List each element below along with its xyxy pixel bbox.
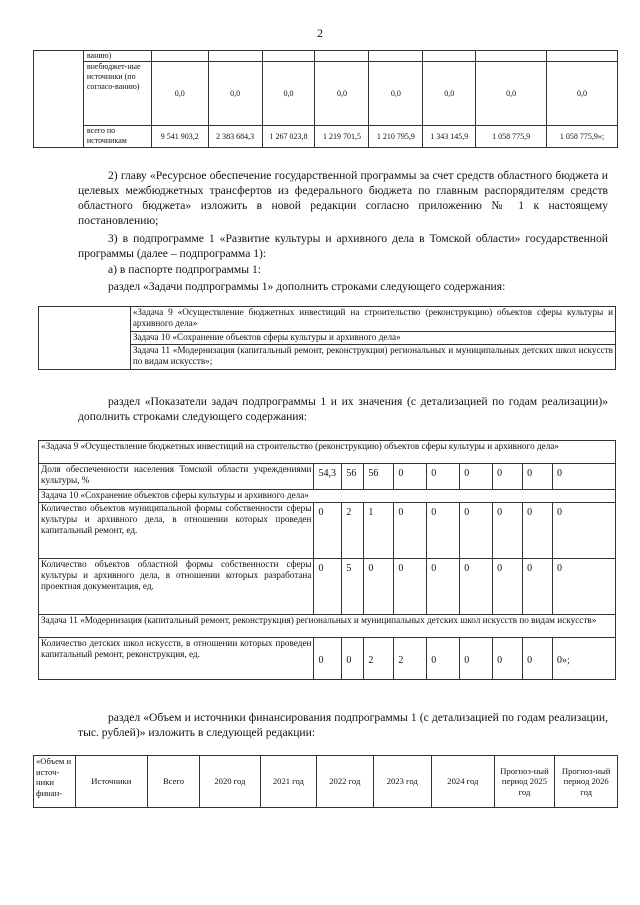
indicator-value: 0 [427,503,460,559]
task-9: «Задача 9 «Осуществление бюджетных инвестиций на строительство (реконструкцию) объектов сферы культуры и архивного дела» [130,307,615,332]
indicator-value: 5 [342,559,364,615]
indicator-label: Количество объектов муниципальной формы собственности сферы культуры и архивного дела, в отношении которых проведен капитальный ремонт, ед. [39,503,314,559]
tasks-table [38,306,616,370]
paragraph-finance-section: раздел «Объем и источники финансирования подпрограммы 1 (с детализацией по годам реализации, тыс. рублей)» изложить в следующей редакции: [78,711,608,739]
indicator-value: 0 [364,559,394,615]
indicator-value: 0 [460,503,493,559]
task-11: Задача 11 «Модернизация (капитальный ремонт, реконструкция) региональных и муниципальных детских школ искусств по видам искусств»; [130,345,615,370]
row-label: всего по источникам [83,126,151,148]
merged-cell [39,307,131,370]
value-cell: 9 541 903,2 [151,126,208,148]
task-9-header: «Задача 9 «Осуществление бюджетных инвестиций на строительство (реконструкцию) объектов сферы культуры и архивного дела» [39,441,616,464]
finance-header-cell: 2022 год [317,756,373,808]
indicator-value: 0 [460,464,493,490]
indicator-value: 0 [493,559,523,615]
value-cell: 1 058 775,9»; [547,126,618,148]
indicator-label: Количество объектов областной формы собственности сферы культуры и архивного дела, в отношении которых разработана проектная документация, ед. [39,559,314,615]
paragraph-indicators-section: раздел «Показатели задач подпрограммы 1 и их значения (с детализацией по годам реализации)» дополнить строками следующего содержания: [78,395,608,423]
page-number: 2 [317,26,323,40]
indicator-value: 1 [364,503,394,559]
value-cell: 0,0 [423,62,476,126]
indicator-value: 0 [427,638,460,680]
finance-header-cell: 2020 год [200,756,261,808]
finance-header-cell: Прогноз-ный период 2025 год [494,756,555,808]
value-cell: 0,0 [315,62,369,126]
indicator-value: 0 [493,503,523,559]
merged-cell [34,51,84,148]
indicator-value: 0 [314,559,342,615]
indicator-value: 0 [523,503,553,559]
indicator-value: 0 [394,503,427,559]
value-cell: 1 058 775,9 [476,126,547,148]
finance-header-cell: 2023 год [373,756,432,808]
indicator-value: 0 [314,503,342,559]
task-10: Задача 10 «Сохранение объектов сферы культуры и архивного дела» [130,332,615,345]
indicator-value: 56 [342,464,364,490]
value-cell: 1 343 145,9 [423,126,476,148]
indicator-value: 0 [460,638,493,680]
indicator-value: 0 [523,464,553,490]
indicator-label: Количество детских школ искусств, в отношении которых проведен капитальный ремонт, реконструкция, ед. [39,638,314,680]
value-cell: 2 383 684,3 [208,126,262,148]
value-cell: 0,0 [369,62,423,126]
task-10-header: Задача 10 «Сохранение объектов сферы культуры и архивного дела» [39,490,616,503]
finance-header-cell: 2021 год [260,756,316,808]
paragraph-item-2: 2) главу «Ресурсное обеспечение государственной программы за счет средств областного бюджета и целевых межбюджетных трансфертов из федерального бюджета по главным распорядителям средств областного бюджета» изложить в новой редакции согласно приложению № 1 к настоящему постановлению; [78,169,608,227]
indicator-value: 2 [342,503,364,559]
paragraph-tasks-section: раздел «Задачи подпрограммы 1» дополнить строками следующего содержания: [108,280,506,293]
finance-table [33,755,618,808]
indicator-value: 54,3 [314,464,342,490]
indicator-value: 0 [553,559,616,615]
paragraph-subitem-a: а) в паспорте подпрограммы 1: [108,263,261,276]
indicator-value: 0 [394,464,427,490]
finance-header-cell: 2024 год [432,756,495,808]
indicator-value: 0 [493,464,523,490]
finance-header-cell: «Объем и источ-ники финан- [34,756,76,808]
indicator-value: 0 [342,638,364,680]
indicator-label: Доля обеспеченности населения Томской области учреждениями культуры, % [39,464,314,490]
indicator-value: 0»; [553,638,616,680]
indicator-value: 0 [553,503,616,559]
value-cell: 1 267 023,8 [262,126,315,148]
value-cell: 1 210 795,9 [369,126,423,148]
task-11-header: Задача 11 «Модернизация (капитальный ремонт, реконструкция) региональных и муниципальных детских школ искусств по видам искусств» [39,615,616,638]
indicator-value: 2 [364,638,394,680]
indicator-value: 0 [553,464,616,490]
indicator-value: 0 [314,638,342,680]
finance-header-cell: Всего [147,756,199,808]
row-label: внебюджет-ные источники (по согласо-ванию) [83,62,151,126]
value-cell: 0,0 [208,62,262,126]
value-cell: 1 219 701,5 [315,126,369,148]
paragraph-item-3: 3) в подпрограмме 1 «Развитие культуры и архивного дела в Томской области» государственной программы (далее – подпрограмма 1): [78,232,608,260]
indicator-value: 0 [394,559,427,615]
finance-header-cell: Источники [75,756,147,808]
indicator-value: 0 [523,559,553,615]
row-label: ванию) [83,51,151,62]
indicator-value: 2 [394,638,427,680]
indicator-value: 0 [460,559,493,615]
value-cell: 0,0 [151,62,208,126]
indicators-table [38,440,616,680]
indicator-value: 0 [427,464,460,490]
funding-sources-table-continued [33,50,618,148]
value-cell: 0,0 [262,62,315,126]
indicator-value: 0 [523,638,553,680]
value-cell: 0,0 [476,62,547,126]
indicator-value: 0 [427,559,460,615]
value-cell: 0,0 [547,62,618,126]
finance-header-cell: Прогноз-ный период 2026 год [555,756,618,808]
indicator-value: 0 [493,638,523,680]
indicator-value: 56 [364,464,394,490]
